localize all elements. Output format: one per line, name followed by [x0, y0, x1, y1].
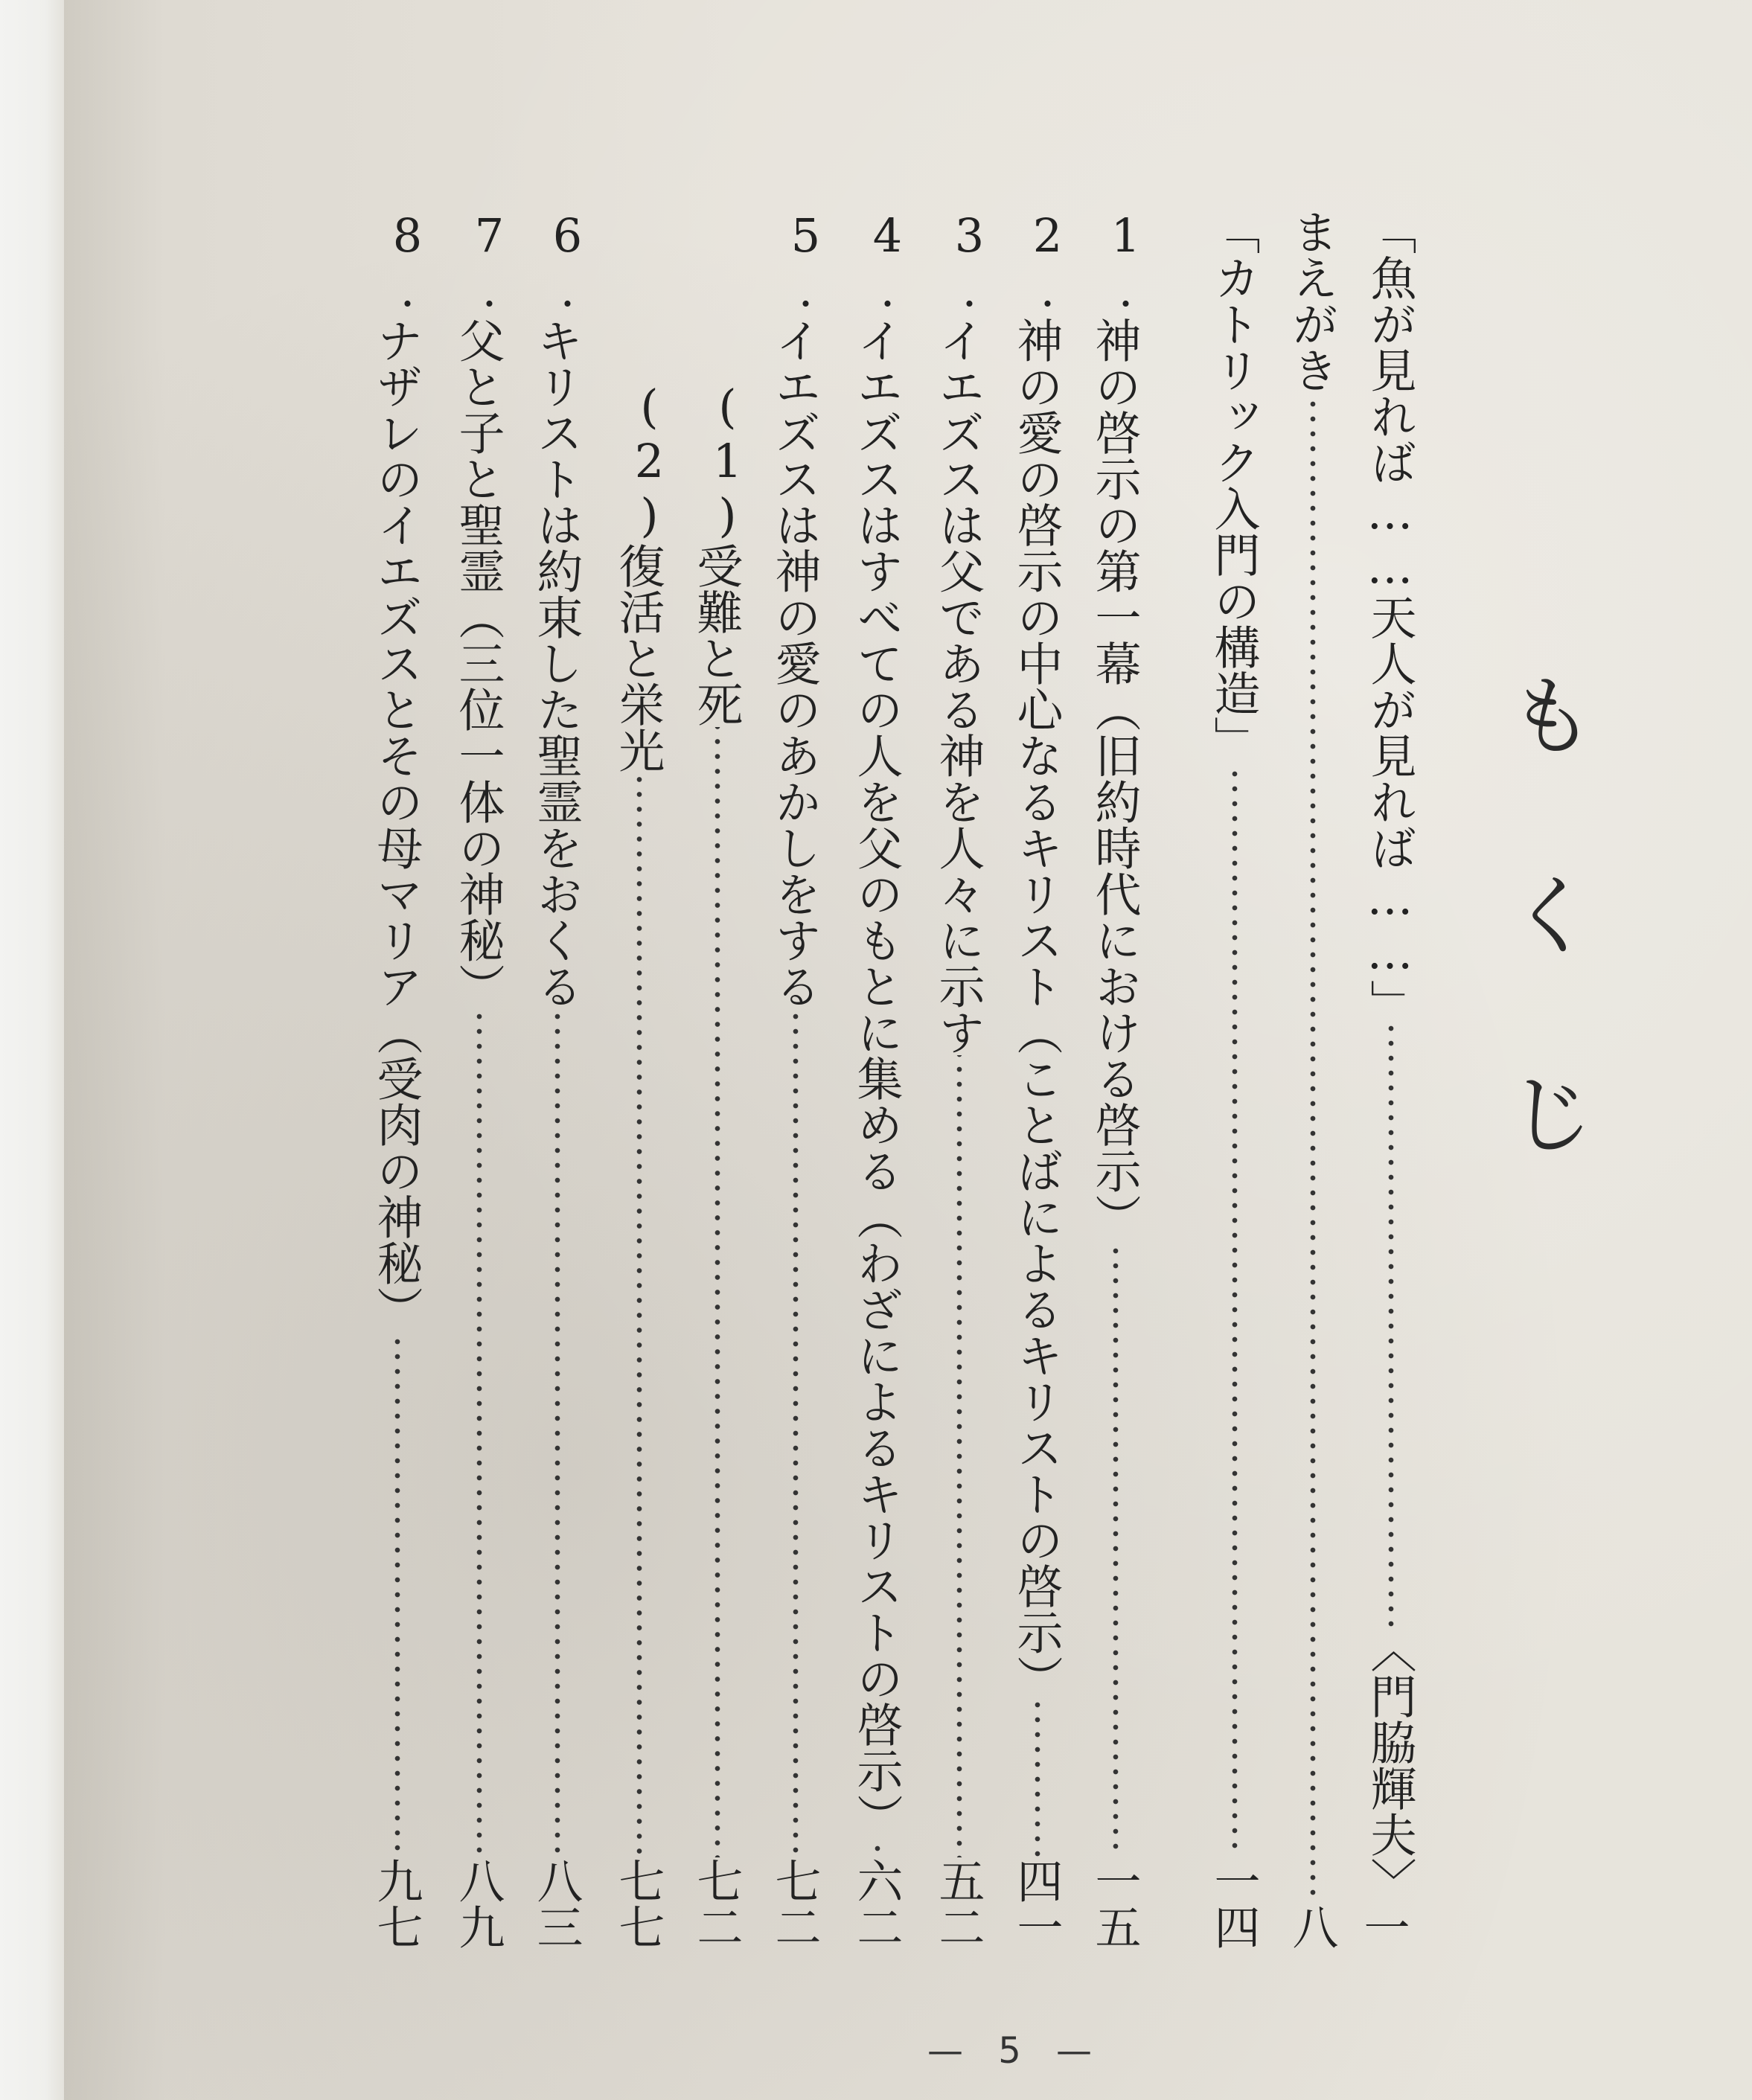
leader-dots [1217, 762, 1253, 1857]
toc-entry-chapter-5-1[interactable] [689, 208, 755, 1950]
entry-number: 4. [860, 208, 915, 317]
entry-number: 8. [380, 208, 435, 317]
leader-dots [860, 1840, 895, 1857]
leader-dots [1098, 1240, 1134, 1857]
entry-page: 一五 [1087, 1857, 1142, 1950]
entry-text: 神の愛の啓示の中心なるキリスト（ことばによるキリストの啓示） [1009, 317, 1064, 1701]
entry-number: 3. [942, 208, 997, 317]
entry-number: 2. [1020, 208, 1075, 317]
entry-number: 5. [779, 208, 833, 317]
toc-entry-foreword[interactable] [1356, 208, 1417, 1950]
entry-number: 1. [1099, 208, 1153, 317]
leader-dots [1295, 393, 1331, 1904]
toc-entry-chapter-3[interactable] [931, 208, 997, 1950]
entry-page: 一 [1356, 1904, 1410, 1950]
entry-author: 〈門脇輝夫〉 [1363, 1627, 1417, 1904]
leader-dots [540, 1009, 575, 1857]
leader-dots [778, 1009, 813, 1857]
toc-entry-chapter-4[interactable] [849, 208, 915, 1950]
leader-dots [1020, 1701, 1055, 1857]
leader-dots [941, 1055, 977, 1857]
leader-dots [700, 727, 735, 1857]
page-number-footer: — 5 — [927, 2030, 1104, 2072]
entry-text: ナザレのイエズスとその母マリア（受肉の神秘） [369, 317, 423, 1332]
toc-entry-chapter-2[interactable] [1009, 208, 1075, 1950]
entry-page: 七二 [689, 1857, 744, 1950]
entry-text: 「カトリック入門の構造」 [1206, 208, 1261, 762]
toc-entry-preface[interactable] [1285, 208, 1338, 1950]
entry-number: (2) [622, 380, 677, 542]
entry-page: 八三 [529, 1857, 584, 1950]
entry-text: キリストは約束した聖霊をおくる [529, 317, 584, 1009]
entry-text: イエズスは神の愛のあかしをする [767, 317, 822, 1009]
leader-dots [380, 1332, 415, 1857]
entry-page: 七二 [767, 1857, 822, 1950]
entry-text: 神の啓示の第一幕（旧約時代における啓示） [1087, 317, 1142, 1240]
entry-page: 四一 [1009, 1857, 1064, 1950]
entry-text: 「魚が見れば……天人が見れば……」 [1363, 208, 1417, 1025]
page-title: もくじ [1493, 670, 1596, 1268]
leader-dots [461, 1009, 497, 1857]
entry-number: (1) [700, 380, 755, 542]
toc-entry-chapter-7[interactable] [451, 208, 517, 1950]
entry-page: 八九 [451, 1857, 505, 1950]
entry-text: 受難と死 [689, 542, 744, 727]
entry-page: 九七 [369, 1857, 423, 1950]
entry-page: 八 [1285, 1904, 1339, 1950]
toc-entry-chapter-8[interactable] [369, 208, 435, 1950]
entry-text: まえがき [1285, 208, 1339, 393]
entry-text: イエズスはすべての人を父のもとに集める（わざによるキリストの啓示） [849, 317, 904, 1840]
entry-page: 一四 [1206, 1857, 1261, 1950]
entry-text: 復活と栄光 [611, 542, 665, 773]
toc-entry-chapter-6[interactable] [529, 208, 595, 1950]
entry-text: 父と子と聖霊（三位一体の神秘） [451, 317, 505, 1009]
entry-number: 7. [462, 208, 517, 317]
toc-page [64, 0, 1752, 2100]
entry-page: 七七 [611, 1857, 665, 1950]
leader-dots [1373, 1025, 1409, 1627]
toc-entry-chapter-1[interactable] [1087, 208, 1153, 1950]
toc-entry-chapter-5[interactable] [767, 208, 833, 1950]
leader-dots [621, 773, 657, 1857]
entry-page: 六二 [849, 1857, 904, 1950]
entry-text: イエズスは父である神を人々に示す [931, 317, 985, 1055]
entry-page: 五二 [931, 1857, 985, 1950]
toc-entry-structure[interactable] [1206, 208, 1260, 1950]
entry-number: 6. [540, 208, 595, 317]
toc-entry-chapter-5-2[interactable] [611, 208, 677, 1950]
